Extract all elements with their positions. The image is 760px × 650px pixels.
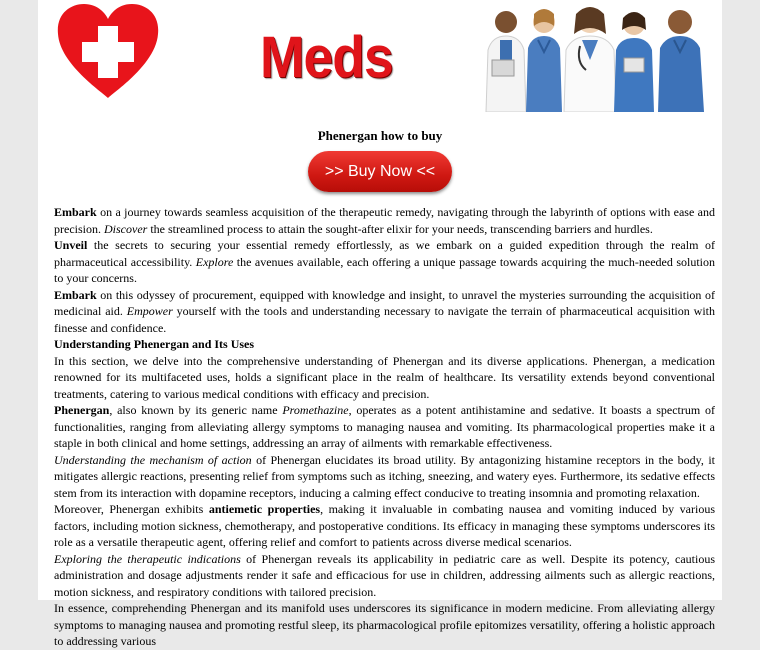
intro-paragraph-3: Embark on this odyssey of procurement, equipped with knowledge and insight, to unravel the mysteries surrounding the acquisition of medicinal aid. Empower yourself with the tools and understanding necessary to navigate the terrain of pharmaceutical acquisition with finesse and confidence. [54, 287, 715, 335]
section-paragraph-5: Exploring the therapeutic indications of Phenergan reveals its applicability in pediatric care as well. Despite its potency, cautious administration and dosage adjustments render it safe and efficacious for use in children, addressing ailments such as allergic reactions, motion sickness, and respiratory conditions with tailored precision. [54, 551, 716, 599]
intro-paragraph-1: Embark on a journey towards seamless acquisition of the therapeutic remedy, navigating through the labyrinth of options with ease and precision. Discover the streamlined process to attain the sought-after elixir for your needs, transcending barriers and hurdles. [54, 205, 715, 236]
section-paragraph-2: Phenergan, also known by its generic name Promethazine, operates as a potent antihistamine and sedative. It boasts a spectrum of functionalities, ranging from alleviating allergy symptoms to managing nausea and vomiting. Its pharmacological properties make it a staple in both clinical and home settings, addressing an array of ailments with remarkable effectiveness. [54, 403, 715, 450]
article-content [38, 192, 722, 650]
heart-cross-icon[interactable] [56, 4, 160, 100]
section-paragraph-6: In essence, comprehending Phenergan and its manifold uses underscores its significance in modern medicine. From alleviating allergy symptoms to managing nausea and promoting restful sleep, its pharmacological profile epitomizes versatility, offering a holistic approach to addressing various [54, 601, 715, 648]
section-paragraph-3: Understanding the mechanism of action of Phenergan elucidates its broad utility. By antagonizing histamine receptors in the body, it mitigates allergic reactions, presenting relief from symptoms such as itching, sneezing, and watery eyes. Furthermore, its sedative effects stem from its interaction with dopamine receptors, inducing a calming effect conducive to treating insomnia and promoting relaxation. [54, 452, 715, 500]
medical-staff-photo [478, 0, 714, 112]
section-paragraph-4: Moreover, Phenergan exhibits antiemetic properties, making it invaluable in combating nausea and vomiting induced by various factors, including motion sickness, chemotherapy, and postoperative conditions. Its efficacy in managing these symptoms underscores its role as a versatile therapeutic agent, offering relief and comfort to patients across diverse medical scenarios. [54, 502, 715, 549]
section-heading: Understanding Phenergan and Its Uses [54, 337, 255, 351]
intro-paragraph-2: Unveil the secrets to securing your essential remedy effortlessly, as we embark on a guided expedition through the realm of pharmaceutical accessibility. Explore the avenues available, each offering a unique passage towards acquiring the much-needed solution to your concerns. [54, 238, 715, 285]
buy-now-button[interactable]: >> Buy Now << [308, 151, 452, 192]
section-paragraph-1: In this section, we delve into the comprehensive understanding of Phenergan and its diverse applications. Phenergan, a medication renowned for its multifaceted uses, holds a significant place in the realm of healthcare. Its versatility extends beyond conventional treatments, catering to various medical conditions with efficacy and precision. [54, 353, 715, 401]
site-logo[interactable]: Meds [260, 25, 393, 90]
site-header [38, 0, 722, 118]
page-subtitle: Phenergan how to buy [317, 128, 443, 143]
page-container [38, 0, 722, 648]
